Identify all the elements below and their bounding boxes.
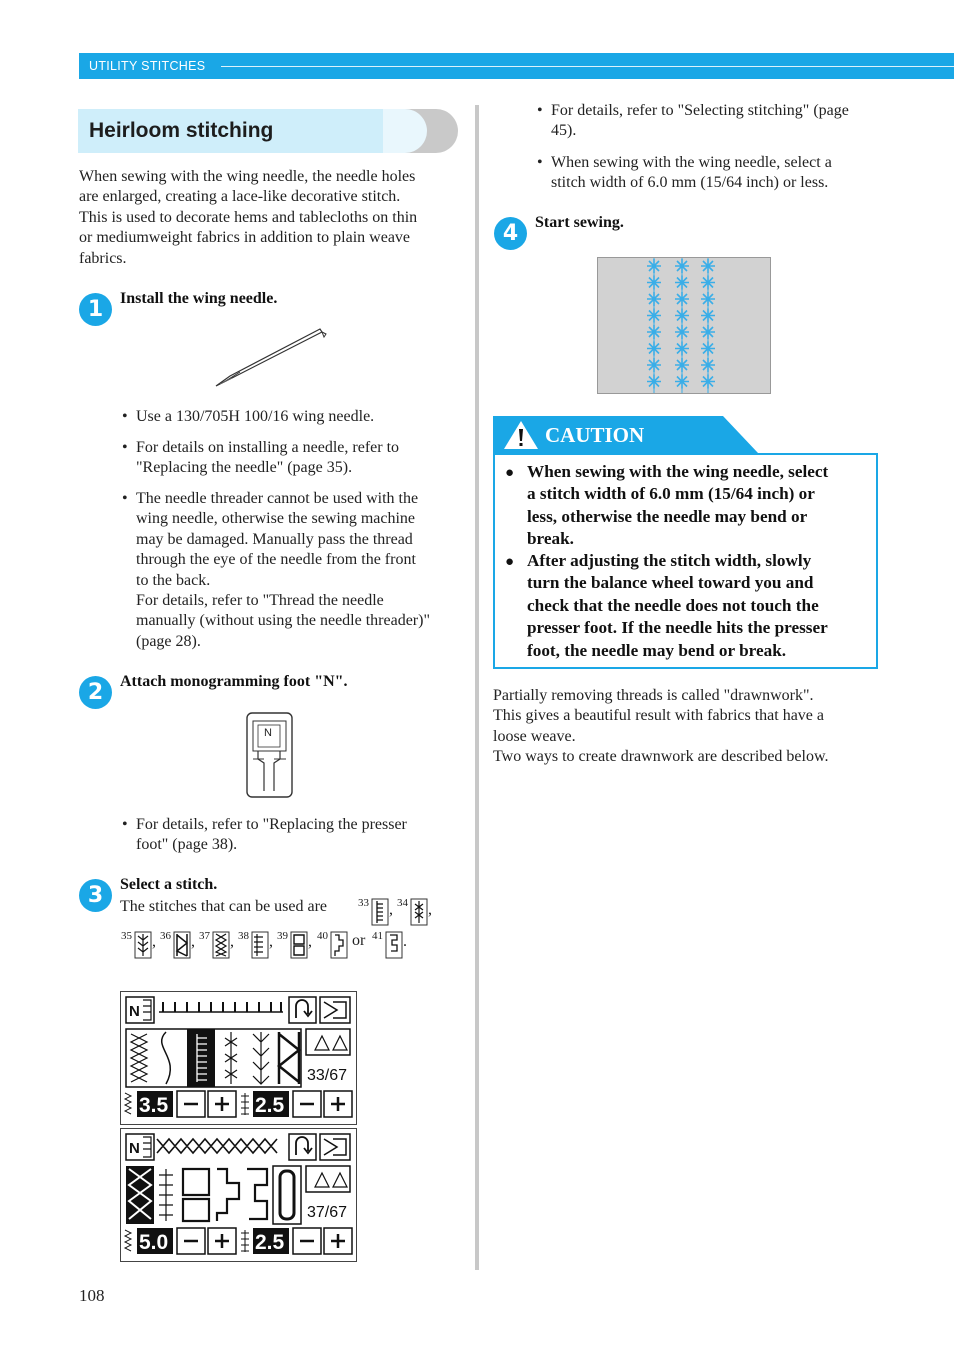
intro-line: are enlarged, creating a lace-like decorative stitch. <box>79 188 401 206</box>
lcd-1-width: 3.5 <box>139 1094 169 1117</box>
stitch-34-icon <box>410 898 428 926</box>
step-3-bullet-2: • When sewing with the wing needle, select a stitch width of 6.0 mm (15/64 inch) or less. <box>537 154 832 192</box>
caution-box <box>493 453 878 669</box>
step-4-title: Start sewing. <box>535 214 624 231</box>
step-4-number: 4 <box>494 217 527 250</box>
stitch-35-icon <box>134 931 152 959</box>
stitch-star <box>647 358 661 372</box>
intro-paragraph <box>79 167 417 269</box>
stitch-sample-image <box>597 257 771 394</box>
stitch-star <box>701 342 715 356</box>
stitch-number-38: 38 <box>238 930 249 942</box>
lcd-screen-2-graphic <box>121 1129 356 1261</box>
monogramming-foot-illustration <box>244 711 296 799</box>
stitch-sample-graphic <box>598 258 770 393</box>
page-title: Heirloom stitching <box>89 119 274 142</box>
page-number: 108 <box>79 1286 105 1305</box>
stitch-star <box>675 342 689 356</box>
intro-line: When sewing with the wing needle, the needle holes <box>79 168 416 185</box>
lcd-2-length: 2.5 <box>255 1231 285 1254</box>
stitch-36-icon <box>173 931 191 959</box>
stitch-41-icon <box>385 931 403 959</box>
step-2-title: Attach monogramming foot "N". <box>120 673 348 690</box>
drawnwork-paragraph: Partially removing threads is called "drawnwork". This gives a beautiful result with fabrics that have a loose weave. Two ways to create drawnwork are described below. <box>493 687 829 766</box>
step-1-bullet-1: • Use a 130/705H 100/16 wing needle. <box>122 408 375 425</box>
stitch-star <box>675 375 689 389</box>
title-tab <box>383 109 427 153</box>
column-divider <box>475 105 479 1270</box>
stitch-star <box>701 325 715 339</box>
stitch-33-icon <box>371 898 389 926</box>
stitch-number-36: 36 <box>160 930 171 942</box>
wing-needle-illustration <box>210 328 328 390</box>
stitch-star <box>701 259 715 273</box>
stitch-star <box>647 375 661 389</box>
or-word: or <box>352 932 366 949</box>
step-2-bullet-1: • For details, refer to "Replacing the presser foot" (page 38). <box>122 816 407 854</box>
lcd-screen-1-graphic <box>121 992 356 1124</box>
stitch-number-33: 33 <box>358 897 369 909</box>
stitch-star <box>701 358 715 372</box>
stitch-star <box>647 259 661 273</box>
caution-header <box>493 416 758 453</box>
stitch-star <box>675 309 689 323</box>
step-1-number: 1 <box>79 293 112 326</box>
caution-item-1: ● When sewing with the wing needle, select a stitch width of 6.0 mm (15/64 inch) or less, otherwise the needle may bend or break. <box>505 462 829 549</box>
stitch-star <box>675 325 689 339</box>
stitch-number-35: 35 <box>121 930 132 942</box>
lcd-2-width: 5.0 <box>139 1231 169 1254</box>
stitch-number-41: 41 <box>372 930 383 942</box>
stitch-number-37: 37 <box>199 930 210 942</box>
svg-text:N: N <box>129 1003 140 1020</box>
intro-line: or mediumweight fabrics in addition to plain weave <box>79 229 411 247</box>
stitch-number-40: 40 <box>317 930 328 942</box>
intro-line: fabrics. <box>79 249 127 267</box>
stitch-star <box>675 276 689 290</box>
step-1-title: Install the wing needle. <box>120 290 278 307</box>
stitch-star <box>701 309 715 323</box>
section-header-band <box>79 53 954 79</box>
stitch-column <box>647 258 661 393</box>
section-title-box <box>78 109 458 153</box>
svg-text:N: N <box>129 1140 140 1157</box>
stitch-star <box>701 276 715 290</box>
lcd-2-counter: 37/67 <box>307 1204 348 1221</box>
step-3-text: The stitches that can be used are <box>120 898 328 915</box>
stitch-star <box>701 375 715 389</box>
step-3-number: 3 <box>79 879 112 912</box>
warning-triangle-icon <box>503 420 539 450</box>
stitch-38-icon <box>251 931 269 959</box>
lcd-1-counter: 33/67 <box>307 1067 348 1084</box>
lcd-screen-1 <box>120 991 357 1125</box>
step-3-bullet-1: • For details, refer to "Selecting stitching" (page 45). <box>537 102 849 140</box>
stitch-star <box>647 276 661 290</box>
lcd-screen-2 <box>120 1128 357 1262</box>
step-2-number: 2 <box>79 676 112 709</box>
stitch-star <box>675 292 689 306</box>
stitch-column <box>675 258 689 393</box>
stitch-39-icon <box>290 931 308 959</box>
stitch-37-icon <box>212 931 230 959</box>
stitch-star <box>675 259 689 273</box>
stitch-column <box>701 258 715 393</box>
stitch-star <box>675 358 689 372</box>
stitch-number-34: 34 <box>397 897 408 909</box>
step-1-bullet-3: • The needle threader cannot be used with the wing needle, otherwise the sewing machine may be damaged. Manually pass the thread through the eye of the needle from the front to the back. For details, refer to "Thread the needle manually (without using the needle threader)" (page 28). <box>122 490 430 650</box>
stitch-star <box>647 342 661 356</box>
step-3-title: Select a stitch. <box>120 876 218 893</box>
stitch-40-icon <box>330 931 348 959</box>
caution-item-2: ● After adjusting the stitch width, slowly turn the balance wheel toward you and check that the needle does not touch the presser foot. If the needle hits the presser foot, the needle may bend or break. <box>505 551 828 660</box>
step-1-bullet-2: • For details on installing a needle, refer to "Replacing the needle" (page 35). <box>122 439 400 477</box>
caution-title: CAUTION <box>545 423 645 447</box>
header-rule <box>221 66 954 67</box>
stitch-star <box>701 292 715 306</box>
stitch-star <box>647 292 661 306</box>
stitch-star <box>647 309 661 323</box>
lcd-1-length: 2.5 <box>255 1094 285 1117</box>
intro-line: This is used to decorate hems and tablecloths on thin <box>79 208 418 226</box>
section-header-label: UTILITY STITCHES <box>89 59 206 73</box>
stitch-star <box>647 325 661 339</box>
stitch-number-39: 39 <box>277 930 288 942</box>
foot-letter: N <box>264 727 272 739</box>
